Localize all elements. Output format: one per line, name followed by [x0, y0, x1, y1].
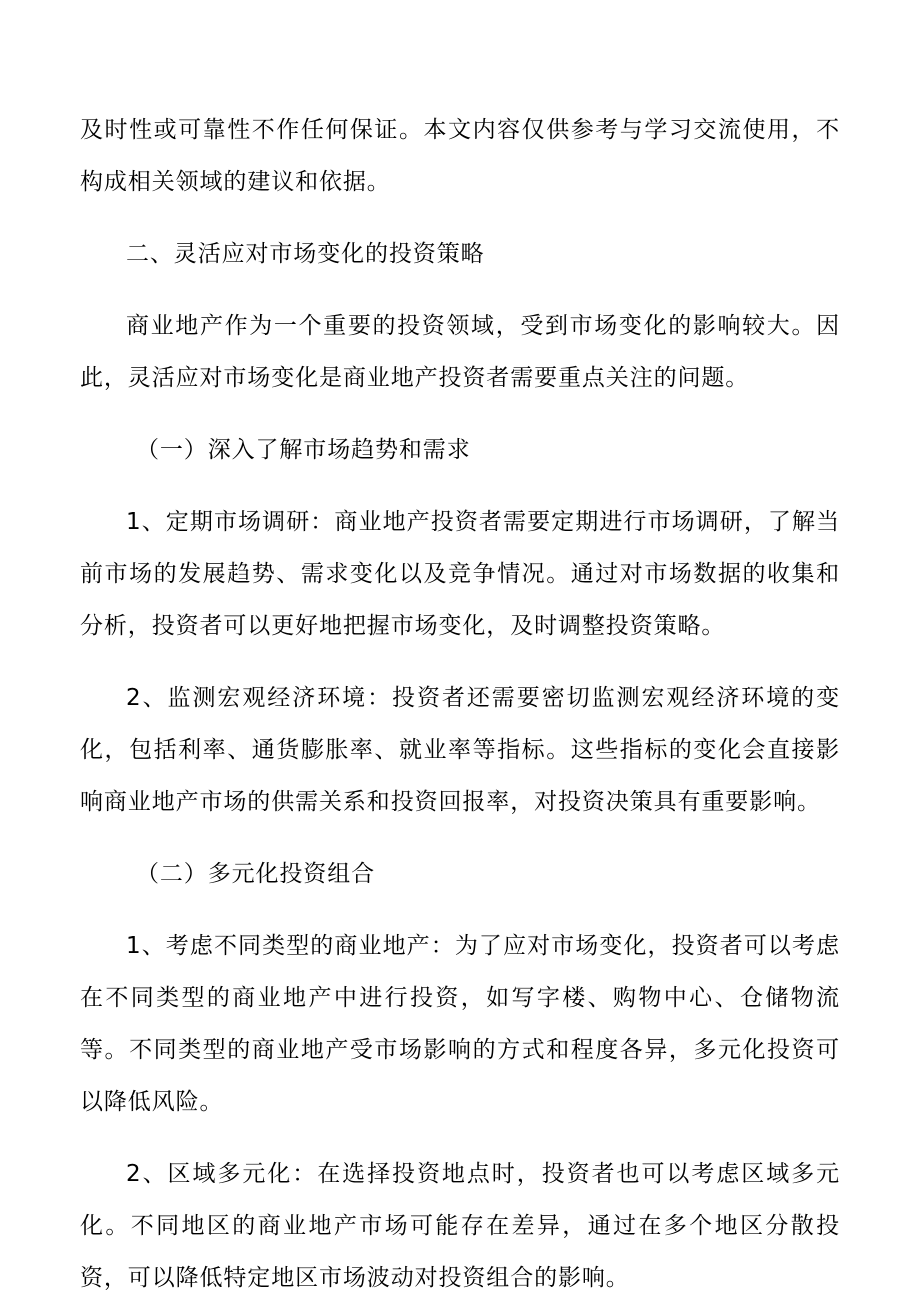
paragraph-disclaimer-continued: 及时性或可靠性不作任何保证。本文内容仅供参考与学习交流使用，不构成相关领域的建议和依据。 — [80, 117, 840, 195]
document-page — [80, 104, 840, 1304]
paragraph-intro: 商业地产作为一个重要的投资领域，受到市场变化的影响较大。因此，灵活应对市场变化是商业地产投资者需要重点关注的问题。 — [80, 313, 840, 391]
paragraph-property-types: 1、考虑不同类型的商业地产：为了应对市场变化，投资者可以考虑在不同类型的商业地产中进行投资，如写字楼、购物中心、仓储物流等。不同类型的商业地产受市场影响的方式和程度各异，多元化投资可以降低风险。 — [80, 933, 840, 1115]
paragraph-regional-diversification: 2、区域多元化：在选择投资地点时，投资者也可以考虑区域多元化。不同地区的商业地产市场可能存在差异，通过在多个地区分散投资，可以降低特定地区市场波动对投资组合的影响。 — [80, 1161, 840, 1291]
section-heading: 二、灵活应对市场变化的投资策略 — [126, 241, 485, 267]
subsection-heading-2: （二）多元化投资组合 — [136, 861, 375, 887]
paragraph-macro-environment: 2、监测宏观经济环境：投资者还需要密切监测宏观经济环境的变化，包括利率、通货膨胀率、就业率等指标。这些指标的变化会直接影响商业地产市场的供需关系和投资回报率，对投资决策具有重要影响。 — [80, 685, 840, 815]
subsection-heading-1: （一）深入了解市场趋势和需求 — [136, 437, 471, 463]
paragraph-market-research: 1、定期市场调研：商业地产投资者需要定期进行市场调研，了解当前市场的发展趋势、需求变化以及竞争情况。通过对市场数据的收集和分析，投资者可以更好地把握市场变化，及时调整投资策略。 — [80, 509, 840, 639]
